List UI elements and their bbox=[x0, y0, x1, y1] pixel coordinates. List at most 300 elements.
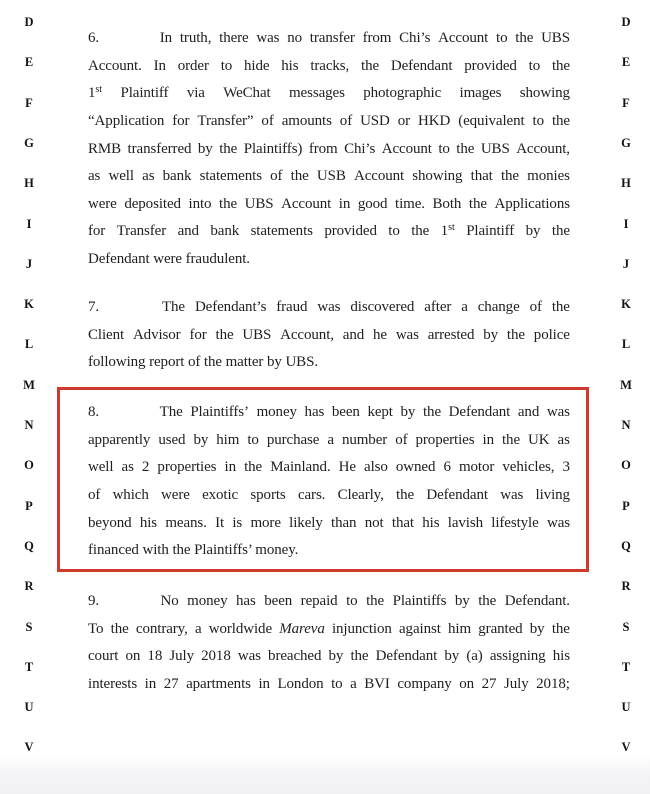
text-run: sports bbox=[250, 487, 286, 504]
text-run: him bbox=[448, 620, 472, 637]
text-run: living bbox=[535, 487, 570, 504]
word bbox=[501, 168, 519, 185]
word bbox=[258, 676, 269, 693]
text-run: 2 bbox=[141, 459, 150, 476]
word bbox=[160, 30, 172, 47]
margin-letter-left: N bbox=[24, 418, 34, 432]
text-run: monies bbox=[527, 168, 570, 185]
text-run: USB bbox=[316, 168, 346, 185]
word bbox=[282, 113, 332, 130]
text-run: been bbox=[331, 404, 360, 421]
margin-letter-right: N bbox=[621, 418, 631, 432]
text-run: the bbox=[203, 354, 222, 371]
text-run: more bbox=[250, 514, 281, 531]
text-run: in bbox=[338, 195, 351, 212]
margin-letter-left: Q bbox=[24, 538, 34, 553]
word bbox=[161, 593, 179, 610]
word bbox=[455, 593, 470, 610]
margin-letter-left: V bbox=[24, 740, 34, 755]
word bbox=[339, 196, 350, 213]
word bbox=[88, 168, 100, 185]
text-run: matter bbox=[225, 354, 264, 371]
word bbox=[276, 299, 307, 316]
word bbox=[317, 168, 346, 185]
word bbox=[88, 327, 124, 344]
text-line bbox=[88, 427, 570, 455]
word bbox=[244, 58, 269, 75]
word bbox=[490, 648, 546, 665]
word bbox=[533, 113, 544, 130]
word bbox=[331, 515, 356, 532]
text-run: money. bbox=[255, 541, 299, 558]
word bbox=[250, 487, 285, 504]
margin-letter-left: F bbox=[25, 95, 33, 110]
text-run: purchase bbox=[266, 431, 320, 448]
word bbox=[289, 515, 323, 532]
text-run: the bbox=[411, 223, 430, 240]
word bbox=[398, 113, 410, 130]
word bbox=[358, 196, 388, 213]
paragraph-number: 8. bbox=[88, 404, 100, 421]
text-run: Chi’s bbox=[344, 140, 376, 157]
text-run: likely bbox=[289, 514, 323, 531]
word bbox=[147, 648, 162, 665]
text-run: Applications bbox=[494, 195, 570, 212]
text-run: against bbox=[399, 620, 441, 637]
text-run: him bbox=[216, 431, 240, 448]
text-run: for bbox=[189, 326, 207, 343]
text-run: the bbox=[219, 195, 238, 212]
word bbox=[154, 58, 166, 75]
word bbox=[88, 676, 137, 693]
word bbox=[433, 196, 462, 213]
word bbox=[232, 515, 242, 532]
word bbox=[143, 542, 169, 558]
word bbox=[287, 30, 302, 47]
text-run: the bbox=[478, 593, 497, 610]
text-run: his bbox=[552, 648, 570, 665]
text-run: To bbox=[88, 620, 104, 637]
word bbox=[338, 487, 384, 504]
word bbox=[310, 30, 355, 47]
text-run: by bbox=[483, 326, 499, 343]
text-run: from bbox=[308, 140, 338, 157]
text-run: fraudulent. bbox=[185, 250, 250, 267]
text-run: a bbox=[350, 676, 357, 693]
text-run: Account bbox=[381, 140, 432, 157]
text-run: is bbox=[232, 514, 243, 531]
word bbox=[88, 141, 121, 158]
word bbox=[142, 459, 149, 476]
word bbox=[547, 404, 570, 421]
word bbox=[270, 168, 282, 185]
word bbox=[397, 676, 451, 693]
text-run: properties bbox=[415, 431, 475, 448]
text-run: was bbox=[546, 514, 570, 531]
text-run: or bbox=[397, 113, 411, 130]
text-run: Plaintiffs’ bbox=[190, 404, 249, 421]
text-run: Account bbox=[438, 30, 489, 47]
word bbox=[88, 223, 105, 240]
text-run: properties bbox=[157, 459, 217, 476]
text-run: Plaintiff bbox=[120, 85, 169, 102]
word bbox=[416, 432, 475, 449]
word bbox=[178, 223, 199, 240]
word bbox=[281, 196, 331, 213]
margin-letter-left: S bbox=[25, 619, 33, 634]
word bbox=[245, 196, 274, 213]
text-run: to bbox=[346, 593, 358, 610]
text-run: Mainland. bbox=[270, 459, 331, 476]
word bbox=[88, 621, 103, 638]
word bbox=[158, 432, 185, 449]
text-run: of bbox=[395, 431, 408, 448]
word bbox=[395, 196, 425, 213]
word bbox=[88, 251, 150, 267]
word bbox=[172, 542, 190, 558]
word bbox=[161, 487, 190, 504]
margin-letter-right: S bbox=[622, 619, 630, 634]
text-run: to bbox=[528, 57, 541, 74]
word bbox=[449, 404, 511, 421]
text-run: a bbox=[327, 431, 334, 448]
word bbox=[124, 196, 181, 213]
word bbox=[332, 621, 392, 638]
word bbox=[189, 196, 212, 213]
text-run: which bbox=[112, 487, 149, 504]
text-line bbox=[88, 218, 570, 246]
text-run: the bbox=[551, 223, 570, 240]
word bbox=[200, 168, 262, 185]
text-run: the bbox=[422, 404, 442, 421]
word bbox=[461, 299, 468, 316]
word bbox=[478, 621, 522, 638]
word bbox=[552, 113, 570, 130]
margin-letter-left: T bbox=[24, 659, 34, 674]
paragraph-number: 9. bbox=[88, 593, 100, 610]
text-run: on bbox=[125, 648, 141, 665]
word bbox=[281, 58, 298, 75]
word bbox=[329, 648, 344, 665]
word bbox=[399, 621, 441, 638]
text-run: Account, bbox=[280, 326, 334, 343]
text-run: The bbox=[159, 404, 183, 421]
paragraph-9 bbox=[88, 588, 570, 698]
word bbox=[256, 30, 279, 47]
text-run: Client bbox=[88, 326, 125, 343]
word bbox=[195, 299, 266, 316]
word bbox=[193, 432, 208, 449]
text-run: kept bbox=[367, 404, 393, 421]
text-run: The bbox=[161, 299, 185, 316]
word bbox=[342, 432, 387, 449]
text-line bbox=[88, 588, 570, 616]
text-run: and bbox=[342, 326, 365, 343]
margin-letter-left: I bbox=[26, 216, 32, 231]
text-line bbox=[88, 108, 570, 136]
text-run: BVI bbox=[364, 676, 390, 693]
word bbox=[267, 432, 320, 449]
text-line bbox=[88, 509, 570, 537]
word bbox=[247, 432, 258, 449]
word bbox=[186, 251, 250, 267]
text-run: in bbox=[258, 676, 270, 693]
text-run: discovered bbox=[350, 299, 415, 316]
word bbox=[552, 223, 570, 240]
text-run: deposited bbox=[124, 195, 181, 212]
text-run: Defendant. bbox=[504, 593, 570, 610]
text-run: He bbox=[338, 459, 356, 476]
margin-letter-left: K bbox=[24, 297, 34, 312]
word bbox=[244, 459, 262, 476]
margin-letter-left: J bbox=[25, 256, 33, 271]
text-run: the bbox=[215, 326, 234, 343]
word bbox=[215, 515, 224, 532]
text-run: 2018 bbox=[201, 648, 231, 665]
text-run: by bbox=[444, 648, 460, 665]
text-line bbox=[88, 349, 570, 377]
text-run: Account, bbox=[516, 140, 570, 157]
word bbox=[270, 459, 330, 476]
text-run: by bbox=[266, 354, 282, 371]
word bbox=[367, 404, 392, 421]
text-run: used bbox=[158, 431, 186, 448]
word bbox=[496, 30, 507, 47]
text-run: fraud bbox=[276, 299, 308, 316]
word bbox=[448, 515, 483, 532]
word bbox=[216, 432, 239, 449]
word bbox=[363, 85, 441, 102]
text-run: 27 bbox=[163, 676, 179, 693]
word bbox=[466, 223, 514, 240]
margin-letter-right: U bbox=[621, 700, 631, 715]
word bbox=[165, 515, 206, 532]
word bbox=[164, 676, 179, 693]
text-run: Account bbox=[281, 195, 332, 212]
text-run: his bbox=[281, 57, 299, 74]
text-run: UK bbox=[528, 431, 550, 448]
word bbox=[482, 676, 497, 693]
word bbox=[162, 299, 185, 316]
text-run: the bbox=[350, 648, 369, 665]
paragraph-number: 7. bbox=[88, 299, 100, 316]
text-run: UBS bbox=[244, 195, 274, 212]
text-run: 2018; bbox=[536, 676, 570, 693]
text-line bbox=[88, 643, 570, 671]
text-run: there bbox=[219, 30, 249, 47]
word bbox=[448, 621, 471, 638]
paragraph-8 bbox=[88, 399, 570, 565]
word bbox=[201, 648, 231, 665]
text-run: apartments bbox=[186, 676, 251, 693]
word bbox=[88, 196, 117, 213]
word bbox=[236, 593, 256, 610]
text-run: time. bbox=[395, 195, 425, 212]
word bbox=[350, 676, 357, 693]
word bbox=[505, 593, 570, 610]
word bbox=[441, 223, 455, 240]
text-run: police bbox=[533, 326, 570, 343]
word bbox=[244, 141, 303, 158]
word bbox=[396, 327, 419, 344]
text-line bbox=[88, 537, 570, 565]
word bbox=[186, 676, 251, 693]
word bbox=[344, 141, 375, 158]
word bbox=[460, 85, 502, 102]
text-run: Transfer bbox=[116, 223, 167, 240]
text-run: USD bbox=[360, 113, 390, 130]
text-run: of bbox=[270, 168, 283, 185]
superscript-text: st bbox=[95, 84, 103, 96]
word bbox=[188, 354, 200, 370]
text-run: Defendant bbox=[426, 487, 488, 504]
word bbox=[469, 196, 487, 213]
word bbox=[268, 648, 321, 665]
word bbox=[219, 196, 237, 213]
text-run: of bbox=[187, 354, 201, 371]
text-run: In bbox=[159, 30, 173, 47]
word bbox=[361, 58, 379, 75]
word bbox=[216, 327, 234, 344]
word bbox=[504, 676, 529, 693]
word bbox=[395, 432, 407, 449]
text-line bbox=[88, 191, 570, 219]
word bbox=[113, 487, 149, 504]
text-run: provided bbox=[324, 223, 377, 240]
word bbox=[536, 676, 570, 693]
word bbox=[391, 58, 453, 75]
text-run: beyond bbox=[88, 514, 132, 531]
text-run: to bbox=[247, 431, 259, 448]
word bbox=[558, 432, 570, 449]
word bbox=[360, 113, 390, 130]
text-run: number bbox=[341, 431, 388, 448]
word bbox=[169, 648, 194, 665]
word bbox=[255, 542, 298, 558]
text-run: repaid bbox=[300, 593, 338, 610]
text-run: well bbox=[88, 459, 114, 476]
word bbox=[491, 515, 538, 532]
margin-letter-right: R bbox=[621, 579, 631, 594]
word bbox=[221, 58, 232, 75]
word bbox=[120, 85, 168, 102]
word bbox=[136, 621, 188, 638]
text-run: to bbox=[388, 223, 400, 240]
word bbox=[88, 354, 145, 370]
text-run: the bbox=[396, 487, 415, 504]
word bbox=[289, 85, 345, 102]
word bbox=[219, 30, 248, 47]
word bbox=[145, 676, 156, 693]
text-run: the bbox=[551, 620, 570, 637]
text-run: UBS. bbox=[285, 354, 318, 371]
word bbox=[190, 404, 249, 421]
word bbox=[516, 141, 570, 158]
word bbox=[481, 141, 510, 158]
text-run: to bbox=[496, 30, 508, 47]
text-run: was bbox=[395, 326, 419, 343]
word bbox=[117, 223, 166, 240]
word bbox=[438, 30, 488, 47]
word bbox=[466, 648, 482, 665]
text-run: good bbox=[357, 195, 388, 212]
text-run: the bbox=[551, 299, 570, 316]
word bbox=[376, 648, 438, 665]
text-run: after bbox=[424, 299, 452, 316]
word bbox=[552, 58, 570, 75]
text-run: company bbox=[397, 676, 452, 693]
word bbox=[536, 487, 570, 504]
text-run: in bbox=[224, 459, 236, 476]
word bbox=[251, 223, 313, 240]
word bbox=[547, 515, 570, 532]
text-run: than bbox=[331, 514, 357, 531]
text-run: of bbox=[529, 299, 542, 316]
text-run: and bbox=[517, 404, 540, 421]
word bbox=[553, 648, 570, 665]
word bbox=[354, 168, 404, 185]
text-run: tracks, bbox=[310, 57, 350, 74]
text-run: injunction bbox=[331, 620, 392, 637]
word bbox=[399, 30, 430, 47]
word bbox=[444, 648, 459, 665]
word bbox=[264, 593, 292, 610]
text-run: the bbox=[551, 57, 570, 74]
word bbox=[530, 621, 545, 638]
text-run: owned bbox=[395, 459, 436, 476]
text-run: not bbox=[364, 514, 384, 531]
margin-letter-right: M bbox=[620, 377, 632, 392]
text-run: provided bbox=[464, 57, 517, 74]
word bbox=[310, 58, 349, 75]
text-run: cars. bbox=[297, 487, 326, 504]
text-run: Defendant bbox=[88, 250, 150, 267]
word bbox=[267, 354, 282, 370]
word bbox=[382, 141, 432, 158]
paragraph-number: 6. bbox=[88, 30, 100, 47]
word bbox=[438, 141, 449, 158]
word bbox=[393, 593, 447, 610]
text-line bbox=[88, 322, 570, 350]
text-run: 1 bbox=[440, 223, 449, 240]
word bbox=[223, 85, 270, 102]
text-run: his bbox=[422, 514, 440, 531]
text-run: was bbox=[546, 404, 570, 421]
text-run: were bbox=[153, 250, 182, 267]
word bbox=[197, 113, 253, 130]
word bbox=[88, 85, 102, 102]
text-run: transfer bbox=[309, 30, 355, 47]
text-run: apparently bbox=[88, 431, 151, 448]
text-run: lifestyle bbox=[491, 514, 539, 531]
text-run: of bbox=[339, 113, 353, 130]
word bbox=[133, 327, 181, 344]
word bbox=[198, 141, 213, 158]
word bbox=[339, 459, 356, 476]
text-run: no bbox=[287, 30, 303, 47]
word bbox=[88, 432, 150, 449]
word bbox=[552, 299, 570, 316]
word bbox=[238, 648, 261, 665]
text-line bbox=[88, 399, 570, 427]
text-run: money bbox=[187, 593, 228, 610]
text-line bbox=[88, 163, 570, 191]
word bbox=[109, 168, 134, 185]
word bbox=[483, 432, 494, 449]
text-run: 3 bbox=[562, 459, 570, 476]
word bbox=[226, 354, 264, 370]
text-run: in bbox=[144, 676, 157, 693]
